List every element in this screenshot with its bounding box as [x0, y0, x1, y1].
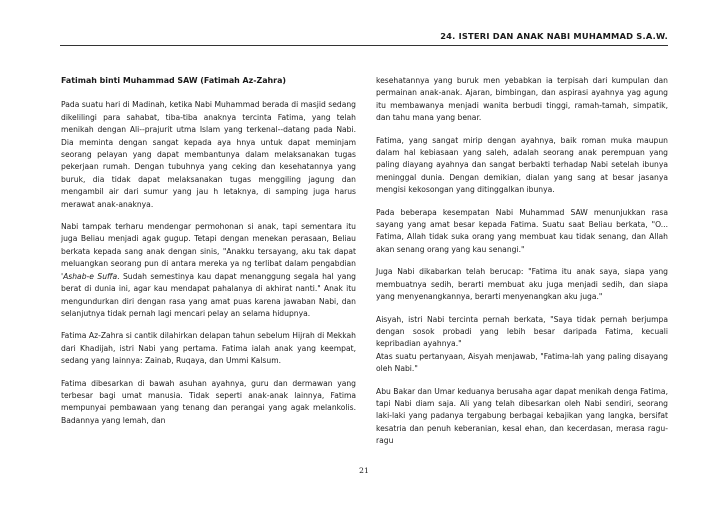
running-header: 24. ISTERI DAN ANAK NABI MUHAMMAD S.A.W. [440, 31, 668, 41]
paragraph-10: Abu Bakar dan Umar keduanya berusaha agar dapat menikah denga Fatima, tapi Nabi diam saja. Ali yang telah dibesarkan oleh Nabi sendiri, seorang laki-laki yang padanya tergabung berbagai kebajikan yang langka, bersifat kesatria dan penuh keberanian, kesal ehan, dan kecerdasan, merasa ragu-ragu [376, 386, 668, 446]
ashab-e-suffa-italic: 'Ashab-e Suffa [61, 271, 118, 281]
paragraph-9 [376, 314, 668, 376]
paragraph-2 [61, 221, 356, 320]
right-column [376, 75, 668, 458]
paragraph-2-end: . Sudah semestinya kau dapat menanggung segala hal yang berat di dunia ini, agar kau mendapat pahalanya di akhirat nanti." Anak itu mengundurkan diri dengan rasa yang amat puas karena jawaban Nabi, dan selanjutnya tidak pernah lagi mencari pelay an selama hidupnya. [61, 271, 356, 318]
aisyah-quote: Aisyah, istri Nabi tercinta pernah berkata, "Saya tidak pernah berjumpa dengan sosok probadi yang lebih besar daripada Fatima, kecuali kepribadian ayahnya." [376, 314, 668, 349]
paragraph-5: kesehatannya yang buruk men yebabkan ia terpisah dari kumpulan dan permainan anak-anak. Ajaran, bimbingan, dan aspirasi ayahnya yag agung itu membawanya menjadi wanita berbudi tinggi, ramah-tamah, simpatik, dan tahu mana yang benar. [376, 76, 668, 123]
paragraph-7: Pada beberapa kesempatan Nabi Muhammad SAW menunjukkan rasa sayang yang amat besar kepada Fatima. Suatu saat Beliau berkata, "O... Fatima, Allah tidak suka orang yang membuat kau tidak senang, dan Allah akan senang orang yang kau senangi." [376, 207, 668, 254]
header-rule [60, 45, 668, 46]
paragraph-1: Pada suatu hari di Madinah, ketika Nabi Muhammad berada di masjid sedang dikelilingi para sahabat, tiba-tiba anaknya tercinta Fatima, yang telah menikah dengan Ali--prajurit utma Islam yang terkenal--datang pada Nabi. Dia meminta dengan sangat kepada aya hnya untuk dapat meminjam seorang pelayan yang dapat membantunya dalam melaksanakan tugas pekerjaan rumah. Dengan tubuhnya yang ceking dan kesehatannya yang buruk, dia tidak dapat melaksanakan tugas menggiling jagung dan mengambil air dari sumur yang jau h letaknya, di samping juga harus merawat anak-anaknya. [61, 100, 356, 209]
paragraph-6: Fatima, yang sangat mirip dengan ayahnya, baik roman muka maupun dalam hal kebiasaan yang saleh, adalah seorang anak perempuan yang paling diayang ayahnya dan sangat berbakti terhadap Nabi setelah ibunya meninggal dunia. Dengan demikian, dialan yang sang at besar jasanya mengisi kekosongan yang ditinggalkan ibunya. [376, 135, 668, 195]
paragraph-4: Fatima dibesarkan di bawah asuhan ayahnya, guru dan dermawan yang terbesar bagi umat manusia. Tidak seperti anak-anak lainnya, Fatima mempunyai pembawaan yang tenang dan perangai yang agak melankolis. Badannya yang lemah, dan [61, 378, 356, 425]
section-heading: Fatimah binti Muhammad SAW (Fatimah Az-Zahra) [61, 76, 287, 85]
left-column [61, 75, 356, 437]
paragraph-3: Fatima Az-Zahra si cantik dilahirkan delapan tahun sebelum Hijrah di Mekkah dari Khadijah, istri Nabi yang pertama. Fatima ialah anak yang keempat, sedang yang lainnya: Zainab, Ruqaya, dan Ummi Kalsum. [61, 331, 356, 366]
paragraph-8: Juga Nabi dikabarkan telah berucap: "Fatima itu anak saya, siapa yang membuatnya sedih, berarti membuat aku juga menjadi sedih, dan siapa yang menyenangkannya, berarti menyenangkan aku juga." [376, 267, 668, 302]
paragraph-2-start: Nabi tampak terharu mendengar permohonan si anak, tapi sementara itu juga Beliau menjadi agak gugup. Tetapi dengan menekan perasaan, Beliau berkata kepada sang anak dengan sinis, "Anakku tersayang, aku tak dapat meluangkan seorang pun di antara mereka ya ng terlibat dalam pengabdian [61, 222, 356, 269]
aisyah-answer: Atas suatu pertanyaan, Aisyah menjawab, "Fatima-lah yang paling disayang oleh Nabi." [376, 351, 668, 374]
page-number: 21 [359, 466, 369, 475]
